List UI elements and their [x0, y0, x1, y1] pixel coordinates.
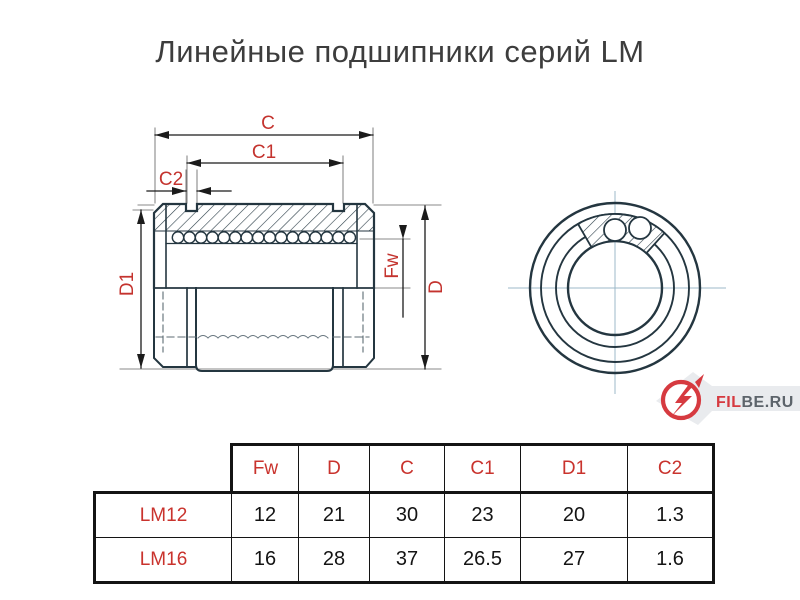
hidden-track-wavy-line [198, 336, 328, 339]
side-section-view [117, 113, 447, 371]
lm16-d1: 27 [521, 538, 628, 583]
col-header-d1: D1 [521, 445, 628, 493]
col-header-c1: C1 [445, 445, 521, 493]
dim-label-d1: D1 [117, 271, 138, 297]
end-view [508, 191, 726, 394]
page-title: Линейные подшипники серий LM [155, 34, 645, 69]
col-header-d: D [299, 445, 370, 493]
col-header-fw: Fw [232, 445, 299, 493]
dim-label-c2: C2 [158, 169, 184, 190]
dim-label-c1: C1 [251, 142, 277, 163]
col-header-c2: C2 [628, 445, 714, 493]
ball-back [629, 217, 651, 239]
logo-text: FILBE.RU [716, 394, 794, 411]
dim-label-fw: Fw [382, 253, 403, 279]
row-label-lm12: LM12 [95, 493, 232, 538]
table-row [95, 493, 714, 538]
dimension-arrowheads [137, 131, 429, 369]
dim-label-d: D [426, 280, 447, 294]
table-blank-corner [95, 445, 232, 493]
lm16-c: 37 [370, 538, 445, 583]
col-header-c: C [370, 445, 445, 493]
lm16-c1: 26.5 [445, 538, 521, 583]
table-header-row [95, 445, 714, 493]
lm16-d: 28 [299, 538, 370, 583]
lm12-c1: 23 [445, 493, 521, 538]
lm16-c2: 1.6 [628, 538, 714, 583]
spec-table [93, 443, 715, 584]
filbe-watermark [656, 372, 800, 425]
ball-front [604, 219, 626, 241]
dim-label-c: C [261, 113, 275, 134]
lm12-c2: 1.3 [628, 493, 714, 538]
row-label-lm16: LM16 [95, 538, 232, 583]
ball-row [172, 232, 355, 243]
lm12-d1: 20 [521, 493, 628, 538]
lm12-d: 21 [299, 493, 370, 538]
table-row [95, 538, 714, 583]
lm12-fw: 12 [232, 493, 299, 538]
lm16-fw: 16 [232, 538, 299, 583]
lm12-c: 30 [370, 493, 445, 538]
